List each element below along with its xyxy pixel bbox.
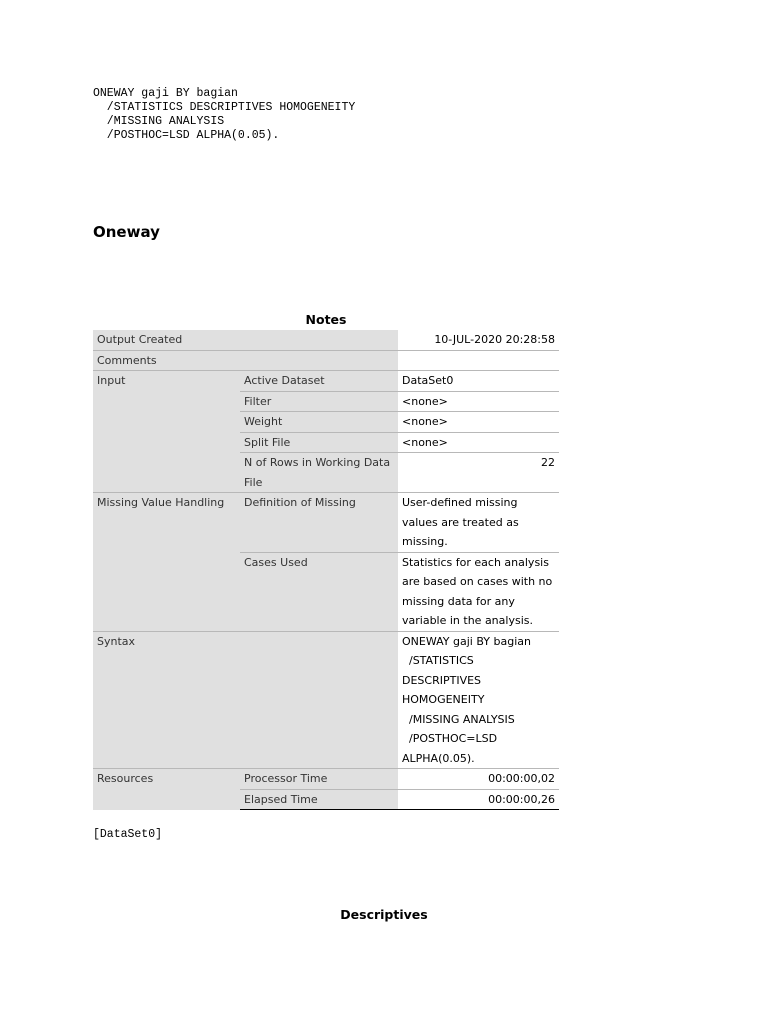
row-label-active-dataset: Active Dataset [240, 371, 398, 392]
table-row [93, 493, 559, 553]
row-label-output-created: Output Created [93, 330, 398, 350]
row-label-cases-used: Cases Used [240, 552, 398, 631]
syntax-line: ONEWAY gaji BY bagian [93, 87, 238, 100]
row-label-elapsed-time: Elapsed Time [240, 789, 398, 810]
dataset-marker: [DataSet0] [93, 828, 163, 841]
active-dataset-value: DataSet0 [398, 371, 559, 392]
table-row [93, 769, 559, 790]
row-label-definition-of-missing: Definition of Missing [240, 493, 398, 553]
table-row [93, 631, 559, 769]
row-label-n-rows: N of Rows in Working Data File [240, 453, 398, 493]
processor-time-value: 00:00:00,02 [398, 769, 559, 790]
syntax-value-line: /MISSING ANALYSIS [402, 712, 515, 726]
syntax-line: /STATISTICS DESCRIPTIVES HOMOGENEITY [93, 101, 356, 114]
definition-of-missing-value: User-defined missing values are treated as missing. [398, 493, 559, 553]
comments-value [398, 350, 559, 371]
row-label-comments: Comments [93, 350, 398, 371]
row-label-split-file: Split File [240, 432, 398, 453]
row-label-weight: Weight [240, 412, 398, 433]
syntax-value-line: HOMOGENEITY [402, 693, 485, 706]
filter-value: <none> [398, 391, 559, 412]
row-label-processor-time: Processor Time [240, 769, 398, 790]
syntax-line: /POSTHOC=LSD ALPHA(0.05). [93, 129, 280, 142]
syntax-command-block [93, 87, 355, 143]
syntax-value [398, 631, 559, 769]
notes-table [93, 330, 559, 810]
table-row [93, 350, 559, 371]
row-label-missing-value-handling: Missing Value Handling [93, 493, 240, 632]
row-label-syntax: Syntax [93, 631, 398, 769]
section-heading-oneway: Oneway [93, 223, 160, 241]
weight-value: <none> [398, 412, 559, 433]
syntax-value-line: ONEWAY gaji BY bagian [402, 634, 531, 648]
cases-used-value: Statistics for each analysis are based on cases with no missing data for any variable in the analysis. [398, 552, 559, 631]
n-rows-value: 22 [398, 453, 559, 493]
syntax-value-line: ALPHA(0.05). [402, 751, 475, 765]
split-file-value: <none> [398, 432, 559, 453]
row-label-input: Input [93, 371, 240, 493]
syntax-line: /MISSING ANALYSIS [93, 115, 225, 128]
table-row [93, 330, 559, 350]
notes-table-title: Notes [305, 312, 347, 327]
syntax-value-line: /STATISTICS [402, 654, 474, 667]
row-label-resources: Resources [93, 769, 240, 810]
elapsed-time-value: 00:00:00,26 [398, 789, 559, 810]
table-row [93, 371, 559, 392]
syntax-value-line: DESCRIPTIVES [402, 673, 482, 687]
syntax-value-line: /POSTHOC=LSD [402, 732, 498, 745]
row-label-filter: Filter [240, 391, 398, 412]
descriptives-table-title: Descriptives [340, 907, 428, 922]
output-created-value: 10-JUL-2020 20:28:58 [398, 330, 559, 350]
